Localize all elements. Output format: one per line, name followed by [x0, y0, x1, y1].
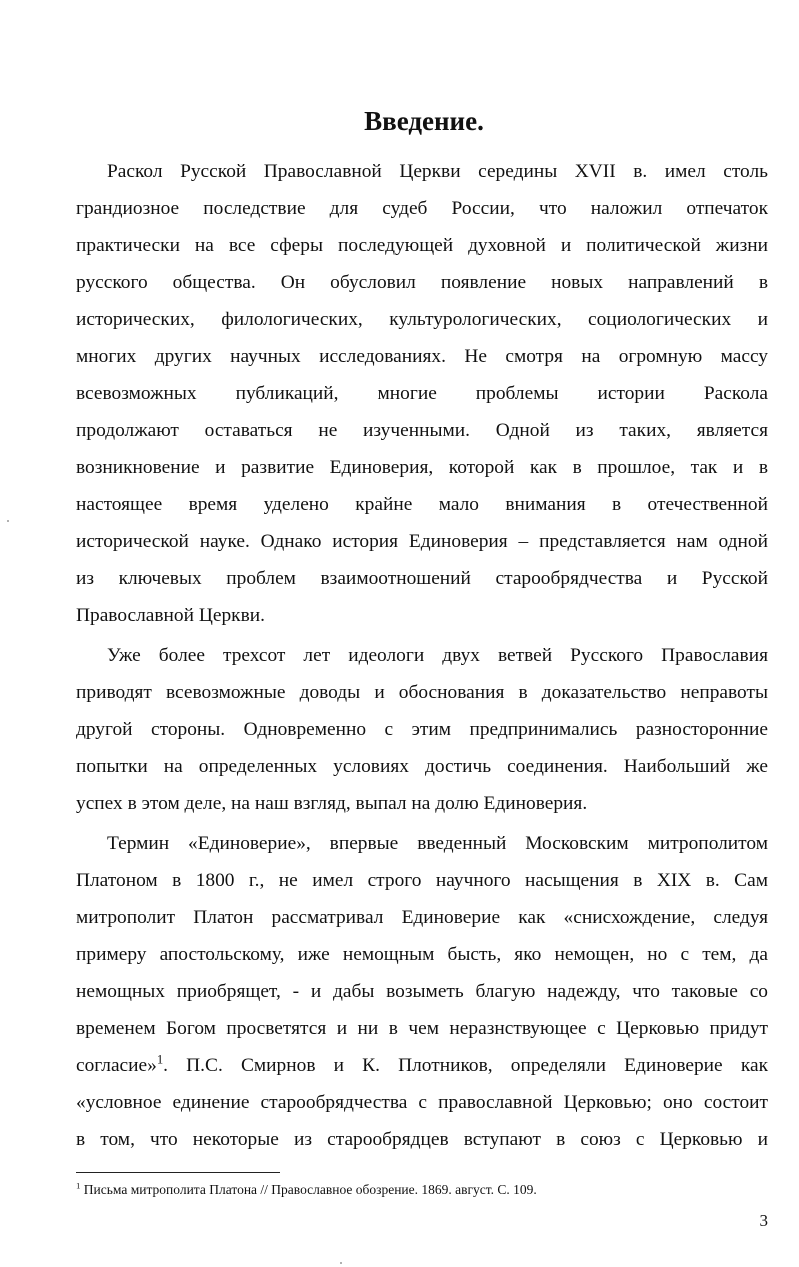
text-line: Православной Церкви.	[76, 605, 265, 626]
text-line: исторических, филологических, культурологических, социологических и	[76, 309, 768, 330]
text-line: из ключевых проблем взаимоотношений старообрядчества и Русской	[76, 568, 768, 589]
text-line: «условное единение старообрядчества с православной Церковью; оно состоит	[76, 1092, 768, 1113]
text-line: Уже более трехсот лет идеологи двух ветвей Русского Православия	[107, 645, 768, 666]
text-line: Термин «Единоверие», впервые введенный Московским митрополитом	[107, 833, 768, 854]
text-line: попытки на определенных условиях достичь соединения. Наибольший же	[76, 756, 768, 777]
text-line: Платоном в 1800 г., не имел строго научного насыщения в XIX в. Сам	[76, 870, 768, 891]
text-line: исторической науке. Однако история Единоверия – представляется нам одной	[76, 531, 768, 552]
footnote-text: Письма митрополита Платона // Православное обозрение. 1869. август. С. 109.	[83, 1182, 537, 1197]
text-line: русского общества. Он обусловил появление новых направлений в	[76, 272, 768, 293]
scan-speck	[7, 520, 9, 522]
footnote-mark: 1	[76, 1180, 81, 1191]
footnote	[76, 1181, 768, 1199]
text-line: приводят всевозможные доводы и обоснования в доказательство неправоты	[76, 682, 768, 703]
page-title: Введение.	[364, 106, 484, 136]
text-line: временем Богом просветятся и ни в чем неразнствующее с Церковью придут	[76, 1018, 768, 1039]
text-line: практически на все сферы последующей духовной и политической жизни	[76, 235, 768, 256]
text-line: успех в этом деле, на наш взгляд, выпал на долю Единоверия.	[76, 793, 588, 814]
text-line: многих других научных исследованиях. Не смотря на огромную массу	[76, 346, 768, 367]
text-line: грандиозное последствие для судеб России, что наложил отпечаток	[76, 198, 768, 219]
text-line: продолжают оставаться не изученными. Одной из таких, является	[76, 420, 768, 441]
page-number: 3	[759, 1211, 768, 1230]
text-line: в том, что некоторые из старообрядцев вступают в союз с Церковью и	[76, 1129, 768, 1150]
text-fragment: . П.С. Смирнов и К. Плотников, определяли Единоверие как	[163, 1055, 768, 1076]
text-line: другой стороны. Одновременно с этим предпринимались разносторонние	[76, 719, 768, 740]
text-line-with-footnote	[76, 1054, 768, 1078]
text-line: Раскол Русской Православной Церкви середины XVII в. имел столь	[107, 161, 768, 182]
text-fragment: согласие»	[76, 1055, 157, 1076]
text-line: немощных приобрящет, - и дабы возыметь благую надежду, что таковые со	[76, 981, 768, 1002]
footnote-reference: 1	[156, 1052, 164, 1067]
text-line: митрополит Платон рассматривал Единоверие как «снисхождение, следуя	[76, 907, 768, 928]
footnote-separator	[76, 1172, 280, 1173]
text-line: возникновение и развитие Единоверия, которой как в прошлое, так и в	[76, 457, 768, 478]
text-line: примеру апостольскому, иже немощным бысть, яко немощен, но с тем, да	[76, 944, 768, 965]
text-line: всевозможных публикаций, многие проблемы истории Раскола	[76, 383, 768, 404]
text-line: настоящее время уделено крайне мало внимания в отечественной	[76, 494, 768, 515]
scan-speck	[340, 1262, 342, 1264]
